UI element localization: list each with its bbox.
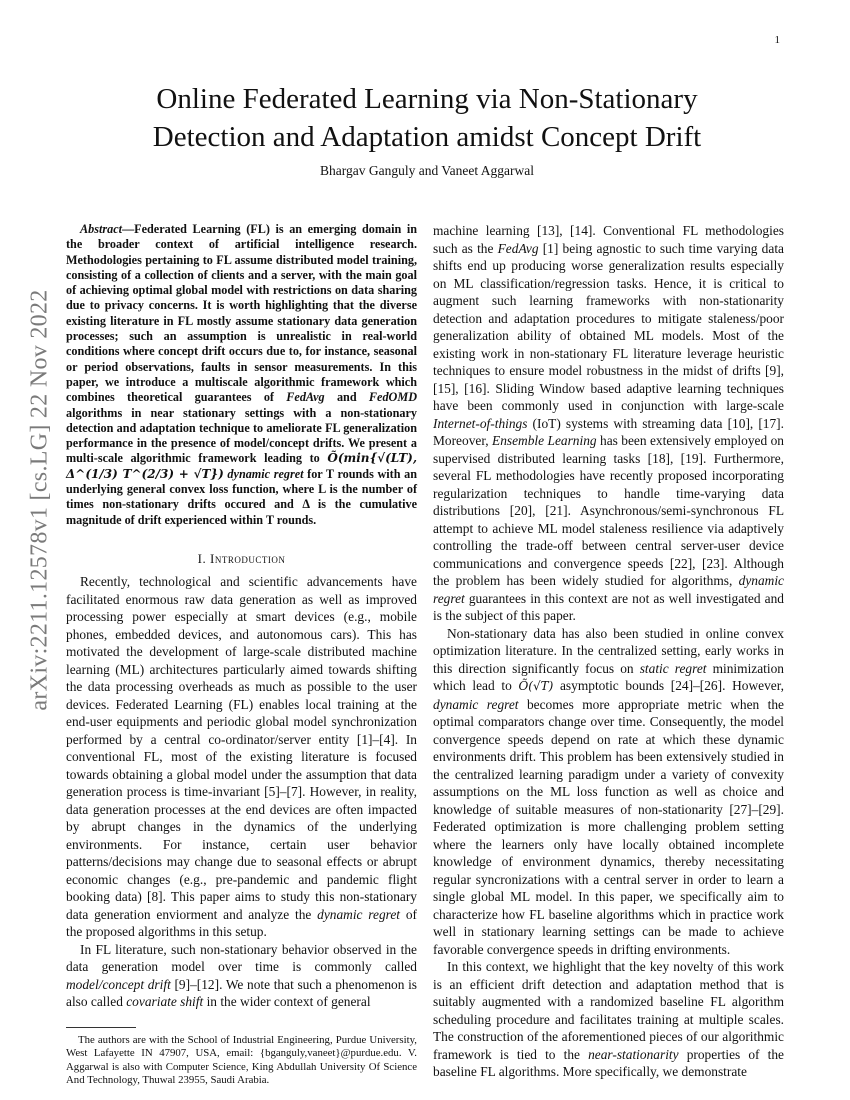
right-column	[433, 222, 784, 1081]
abstract-text-2: algorithms in near stationary settings with a non-stationary detection and adaptation technique to ameliorate FL generalization performance in the presence of model/concept drifts. We present a multi-scale algorithmic framework leading to	[66, 405, 417, 466]
abstract-label: Abstract	[80, 222, 122, 236]
abstract-text-1: Federated Learning (FL) is an emerging domain in the broader context of artificial intelligence research. Methodologies pertaining to FL assume distributed model training, consisting of a collection of clients and a server, with the main goal of achieving optimal global model with restrictions on data sharing due to privacy concerns. It is worth highlighting that the diverse existing literature in FL mostly assume stationary data generation processes; such an assumption is unrealistic in real-world conditions where concept drift occurs due to, for instance, seasonal or period observations, faults in sensor measurements. In this paper, we introduce a multiscale algorithmic framework which combines theoretical guarantees of	[66, 222, 417, 405]
authors: Bhargav Ganguly and Vaneet Aggarwal	[320, 163, 534, 178]
intro-paragraph-2: In FL literature, such non-stationary behavior observed in the data generation model over time is commonly called model/concept drift [9]–[12]. We note that such a phenomenon is also called covariate shift in the wider context of general	[66, 941, 417, 1010]
abstract-bound-math: Õ(min{√(LT), Δ^(1/3) T^(2/3) + √T})	[66, 451, 417, 481]
abstract-fedavg: FedAvg	[286, 390, 325, 405]
abstract-and: and	[324, 390, 369, 405]
author-footnote: The authors are with the School of Industrial Engineering, Purdue University, West Lafayette IN 47907, USA, email: {bganguly,vaneet}@purdue.edu. V. Aggarwal is also with Computer Science, King Abdullah University Of Science And Technology, Thuwal 23955, Saudi Arabia.	[66, 1033, 417, 1086]
paper-title	[70, 80, 784, 156]
abstract: Abstract—Federated Learning (FL) is an emerging domain in the broader context of artificial intelligence research. Methodologies pertaining to FL assume distributed model training, consisting of a collection of clients and a server, with the main goal of achieving optimal global model with restrictions on data sharing due to privacy concerns. It is worth highlighting that the diverse existing literature in FL mostly assume stationary data generation processes; such an assumption is unrealistic in real-world conditions where concept drift occurs due to, for instance, seasonal or period observations, faults in sensor measurements. In this paper, we introduce a multiscale algorithmic framework which combines theoretical guarantees of FedAvg and FedOMD algorithms in near stationary settings with a non-stationary detection and adaptation technique to ameliorate FL generalization performance in the presence of model/concept drifts. We present a multi-scale algorithmic framework leading to Õ(min{√(LT), Δ^(1/3) T^(2/3) + √T}) dynamic regret for T rounds with an underlying general convex loss function, where L is the number of times non-stationary drifts occured and Δ is the cumulative magnitude of drift experienced within T rounds.	[66, 222, 417, 527]
arxiv-identifier	[20, 290, 60, 710]
section-heading-introduction: I. Introduction	[197, 550, 286, 566]
abstract-text-3: for T rounds with an underlying general convex loss function, where L is the number of times non-stationary drifts occured and Δ is the cumulative magnitude of drift experienced within T rounds.	[66, 466, 417, 527]
left-column	[66, 222, 417, 1087]
title-line-2: Detection and Adaptation amidst Concept Drift	[152, 121, 702, 153]
abstract-fedomd: FedOMD	[368, 390, 417, 405]
right-paragraph-2: Non-stationary data has also been studied in online convex optimization literature. In the centralized setting, early works in this direction significantly focus on static regret minimization which lead to Õ(√T) asymptotic bounds [24]–[26]. However, dynamic regret becomes more appropriate metric when the optimal comparators change over time. Consequently, the model convergence speeds depend on rate at which these dynamic environments drift. This problem has been extensively studied in the centralized learning paradigm under a variety of convexity assumptions on the ML loss function as well as choice and knowledge of suitable measures of non-stationarity [27]–[29]. Federated optimization is more challenging problem setting where the learners only have locally obtained incomplete knowledge of environment dynamics, thereby necessitating regular syncronizations with a central server in order to learn a single global ML model. In this paper, we specifically aim to characterize how FL baseline algorithms which in practice work well in stationary learning settings can be made to achieve favorable convergence speeds in drifting environments.	[433, 625, 785, 957]
emphasis-dynamic-regret: dynamic regret	[317, 906, 401, 922]
emphasis-covariate-shift: covariate shift	[126, 994, 204, 1010]
intro-paragraph-1: Recently, technological and scientific advancements have facilitated enormous raw data generation as well as improved processing power especially at smart devices (e.g., mobile phones, embedded devices, and autonomous cars). This has motivated the development of large-scale distributed machine learning (ML) architectures particularly aimed towards shifting the data processing overheads as much as possible to the user devices. Federated Learning (FL) enables local training at the end-user equipments and periodic global model synchronization performed by a central co-ordinator/server entity [1]–[4]. In conventional FL, most of the existing literature is focused towards obtaining a global model under the assumption that data generation process is time-invariant [5]–[7]. However, in reality, data generation processes at the end devices are often impacted by abrupt changes in the dynamics of the underlying environments. For instance, certain user behavior patterns/decisions may change due to seasonal effects or abrupt economic changes (e.g., pre-pandemic and pandemic flight booking data) [8]. This paper aims to study this non-stationary data generation enviorment and analyze the dynamic regret of the proposed algorithms in this setup.	[66, 574, 417, 940]
right-paragraph-1: machine learning [13], [14]. Conventional FL methodologies such as the FedAvg [1] being agnostic to such time varying data shifts end up producing worse generalization results especially on ML classification/regression tasks. Hence, it is critical to augment such learning frameworks with non-stationarity detection and adaptation procedures to mitigate staleness/poor generalization ability of obtained ML models. Most of the existing work in non-stationary FL literature leverage heuristic techniques to ensure model robustness in the midst of drifts [9], [15], [16]. Sliding Window based adaptive learning techniques have been commonly used in conjunction with large-scale Internet-of-things (IoT) systems with streaming data [10], [17]. Moreover, Ensemble Learning has been extensively employed on supervised distributed learning tasks [18], [19]. Furthermore, several FL methodologies have recently proposed incorporating regularization techniques to handle time-varying data distributions [20], [21]. Asynchronous/semi-synchronous FL attempt to achieve ML model staleness resilience via adaptively controlling the trade-off between central server-user device communications and convergence speeds [22], [23]. Although the problem has been widely studied for algorithms, dynamic regret guarantees in this context are not as well investigated and is the subject of this paper.	[433, 223, 784, 623]
arxiv-id-text: arXiv:2211.12578v1 [cs.LG] 22 Nov 2022	[26, 289, 53, 711]
emphasis-concept-drift: model/concept drift	[66, 976, 171, 992]
sqrt-t-bound-math: Õ(√T)	[518, 679, 554, 693]
right-paragraph-3: In this context, we highlight that the key novelty of this work is an efficient drift detection and adaptation method that is suitably augmented with a randomized baseline FL algorithm scheduling procedure and facilitates training at multiple scales. The construction of the aforementioned pieces of our algorithmic framework is tied to the near-stationarity properties of the baseline FL algorithms. More specifically, we demonstrate	[433, 959, 784, 1079]
abstract-dynamic-regret: dynamic regret	[223, 466, 304, 481]
footnote-divider	[66, 1027, 136, 1028]
title-line-1: Online Federated Learning via Non-Stationary	[156, 83, 698, 115]
page-number: 1	[774, 34, 780, 46]
